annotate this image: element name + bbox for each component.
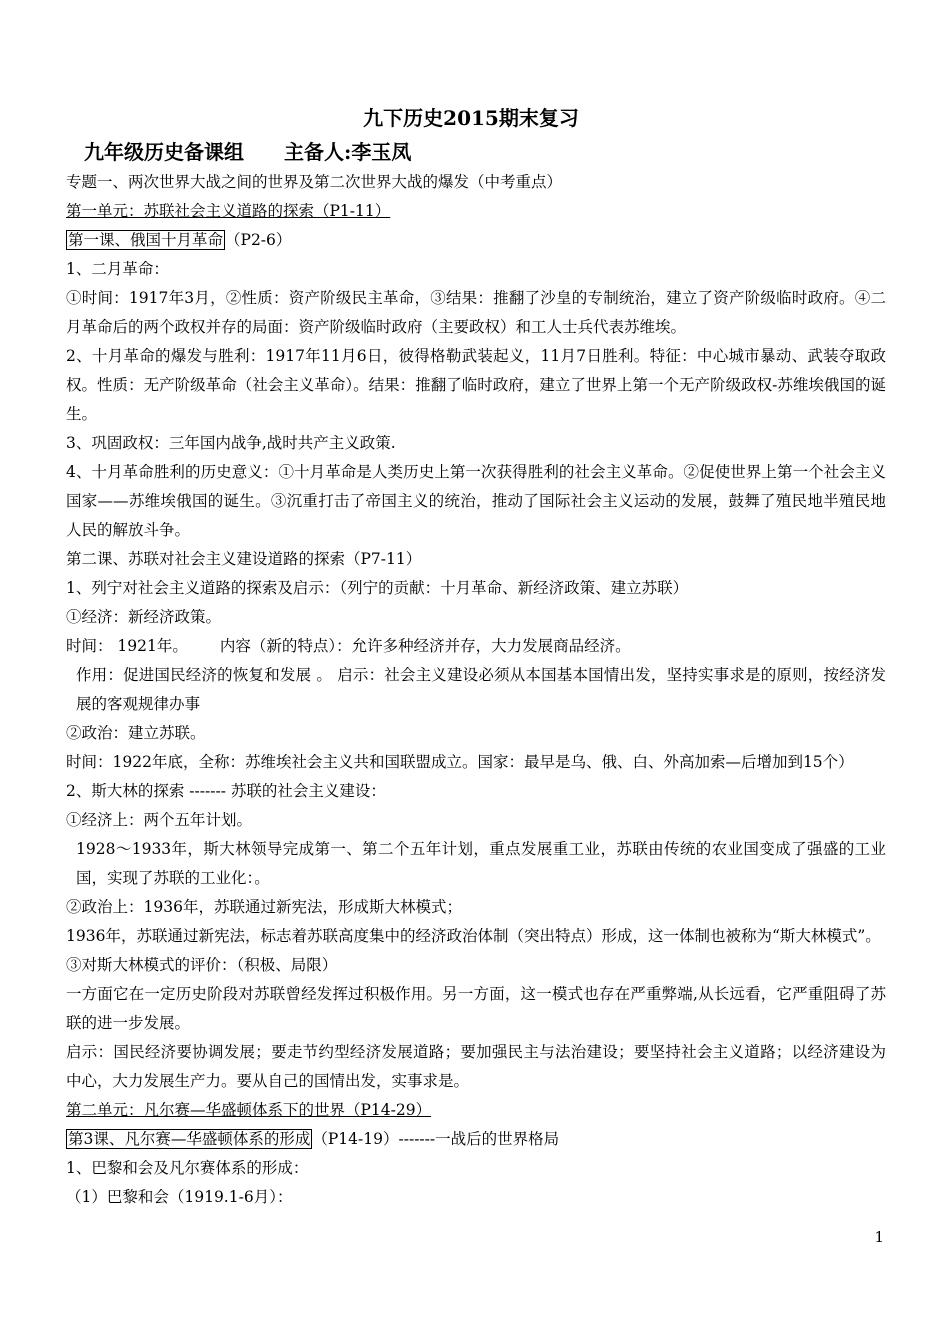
unit-2-title: 第二单元：凡尔赛—华盛顿体系下的世界（P14-29） — [66, 1101, 432, 1119]
lesson-1-pages: （P2-6） — [225, 231, 292, 249]
paragraph-october-revolution: 2、十月革命的爆发与胜利：1917年11月6日，彼得格勒武装起义，11月7日胜利。特征：中心城市暴动、武装夺取政权。性质：无产阶级革命（社会主义革命）。结果：推翻了临时政府，建立了世界上第一个无产阶级政权-苏维埃俄国的诞生。 — [66, 347, 886, 423]
lesson-3-rest: （P14-19）-------一战后的世界格局 — [312, 1130, 560, 1148]
unit-1-title: 第一单元：苏联社会主义道路的探索（P1-11） — [66, 202, 391, 220]
document-title: 九下历史2015期末复习 — [363, 106, 579, 130]
paragraph-five-year-plans: 1928～1933年，斯大林领导完成第一、第二个五年计划，重点发展重工业，苏联由传统的农业国变成了强盛的工业国，实现了苏联的工业化：。 — [76, 840, 886, 887]
lesson-heading-1 — [66, 226, 886, 255]
section-february-revolution: 1、二月革命： — [66, 260, 169, 278]
nep-content: 内容（新的特点）：允许多种经济并存，大力发展商品经济。 — [219, 637, 631, 655]
nep-time: 时间： 1921年。 — [66, 637, 188, 655]
paragraph-consolidation: 3、巩固政权：三年国内战争,战时共产主义政策. — [66, 434, 396, 452]
unit-heading-1 — [66, 197, 886, 226]
lesson-heading-3 — [66, 1125, 886, 1154]
paragraph-significance: 4、十月革命胜利的历史意义：①十月革命是人类历史上第一次获得胜利的社会主义革命。②促使世界上第一个社会主义国家——苏维埃俄国的诞生。③沉重打击了帝国主义的统治，推动了国际社会主义运动的发展，鼓舞了殖民地半殖民地人民的解放斗争。 — [66, 463, 886, 539]
item-evaluation: ③对斯大林模式的评价：（积极、局限） — [66, 956, 338, 974]
paragraph-ussr: 时间：1922年底，全称：苏维埃社会主义共和国联盟成立。国家：最早是乌、俄、白、外高加索—后增加到15个） — [66, 753, 854, 771]
item-nep: ①经济：新经济政策。 — [66, 608, 222, 626]
topic-heading: 专题一、两次世界大战之间的世界及第二次世界大战的爆发（中考重点） — [66, 173, 563, 191]
paragraph-evaluation: 一方面它在一定历史阶段对苏联曾经发挥过积极作用。另一方面，这一模式也存在严重弊端,从长远看，它严重阻碍了苏联的进一步发展。 — [66, 985, 886, 1032]
lesson-heading-2: 第二课、苏联对社会主义建设道路的探索（P7-11） — [66, 550, 422, 568]
section-stalin: 2、斯大林的探索 ------- 苏联的社会主义建设： — [66, 782, 386, 800]
paragraph-nep-effect: 作用：促进国民经济的恢复和发展 。 启示：社会主义建设必须从本国基本国情出发，坚持实事求是的原则，按经济发展的客观规律办事 — [76, 666, 886, 713]
preparer-name: 主备人:李玉凤 — [284, 140, 412, 164]
item-ussr: ②政治：建立苏联。 — [66, 724, 206, 742]
paragraph-insight: 启示：国民经济要协调发展；要走节约型经济发展道路；要加强民主与法治建设；要坚持社会主义道路；以经济建设为中心，大力发展生产力。要从自己的国情出发，实事求是。 — [66, 1043, 886, 1090]
section-paris-conference: 1、巴黎和会及凡尔赛体系的形成： — [66, 1159, 309, 1177]
item-constitution: ②政治上：1936年，苏联通过新宪法，形成斯大林模式； — [66, 898, 462, 916]
item-paris-conference: （1）巴黎和会（1919.1-6月）： — [66, 1188, 293, 1206]
group-name: 九年级历史备课组 — [84, 140, 244, 164]
lesson-1-title: 第一课、俄国十月革命 — [68, 231, 224, 249]
item-five-year-plans: ①经济上：两个五年计划。 — [66, 811, 253, 829]
paragraph-stalin-model: 1936年，苏联通过新宪法，标志着苏联高度集中的经济政治体制（突出特点）形成，这一体制也被称为“斯大林模式”。 — [66, 927, 881, 945]
lesson-3-title: 第3课、凡尔赛—华盛顿体系的形成 — [68, 1130, 311, 1148]
document-authors — [66, 136, 886, 168]
nep-time-content — [66, 632, 886, 661]
paragraph-february-revolution: ①时间：1917年3月，②性质：资产阶级民主革命，③结果：推翻了沙皇的专制统治，建立了资产阶级临时政府。④二月革命后的两个政权并存的局面：资产阶级临时政府（主要政权）和工人士兵代表苏维埃。 — [66, 289, 886, 336]
page-number: 1 — [874, 1228, 884, 1246]
section-lenin: 1、列宁对社会主义道路的探索及启示：（列宁的贡献：十月革命、新经济政策、建立苏联） — [66, 579, 689, 597]
unit-heading-2 — [66, 1096, 886, 1125]
document-page — [66, 100, 886, 1212]
